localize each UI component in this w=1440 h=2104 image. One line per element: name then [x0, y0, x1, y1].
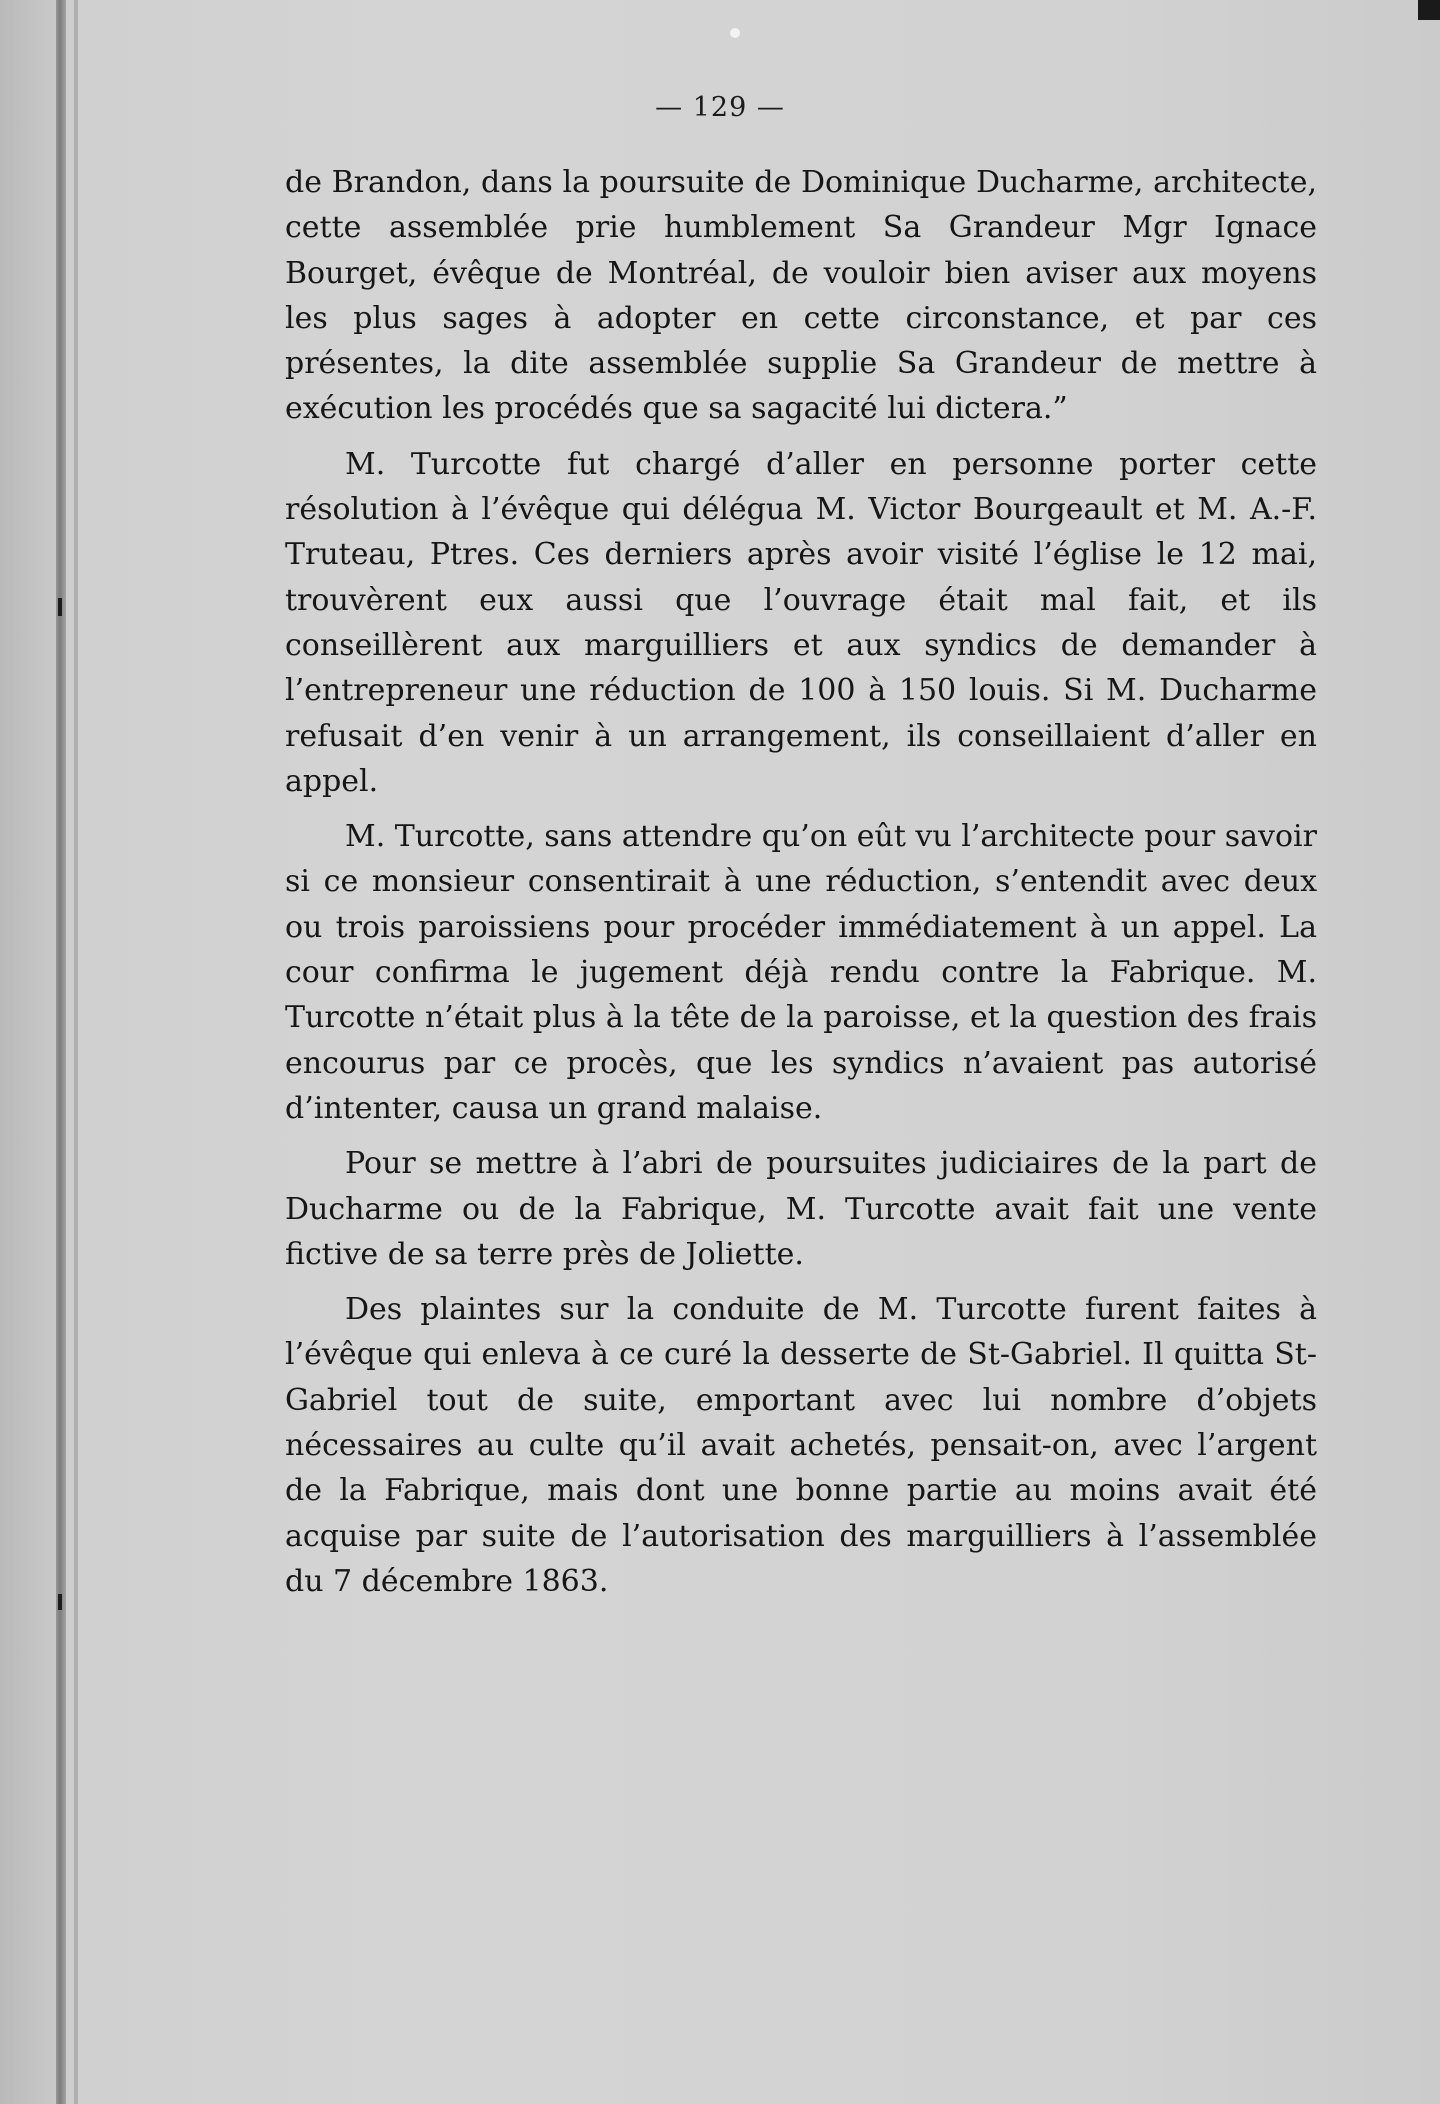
corner-mark — [1418, 0, 1440, 20]
scan-speck — [730, 28, 740, 38]
paragraph: M. Turcotte, sans attendre qu’on eût vu l’architecte pour savoir si ce monsieur consentirait à une réduction, s’entendit avec deux ou trois paroissiens pour procéder immédiatement à un appel. La cour confirma le jugement déjà rendu contre la Fabrique. M. Turcotte n’était plus à la tête de la paroisse, et la question des frais encourus par ce procès, que les syndics n’avaient pas autorisé d’intenter, causa un grand malaise. — [285, 819, 1317, 1126]
paragraph: de Brandon, dans la poursuite de Dominique Ducharme, architecte, cette assemblée prie humblement Sa Grandeur Mgr Ignace Bourget, évêque de Montréal, de vouloir bien aviser aux moyens les plus sages à adopter en cette circonstance, et par ces présentes, la dite assemblée supplie Sa Grandeur de mettre à exécution les procédés que sa sagacité lui dictera.” — [285, 165, 1317, 427]
margin-tick — [58, 1594, 62, 1610]
binding-line — [74, 0, 78, 2104]
body-text — [285, 160, 1317, 1614]
paragraph: Pour se mettre à l’abri de poursuites judiciaires de la part de Ducharme ou de la Fabrique, M. Turcotte avait fait une vente fictive de sa terre près de Joliette. — [285, 1146, 1317, 1272]
margin-tick — [58, 598, 62, 616]
binding-shadow — [56, 0, 66, 2104]
page-number: — 129 — — [655, 92, 785, 123]
paragraph: M. Turcotte fut chargé d’aller en personne porter cette résolution à l’évêque qui délégua M. Victor Bourgeault et M. A.-F. Truteau, Ptres. Ces derniers après avoir visité l’église le 12 mai, trouvèrent eux aussi que l’ouvrage était mal fait, et ils conseillèrent aux marguilliers et aux syndics de demander à l’entrepreneur une réduction de 100 à 150 louis. Si M. Ducharme refusait d’en venir à un arrangement, ils conseillaient d’aller en appel. — [285, 446, 1317, 799]
paragraph: Des plaintes sur la conduite de M. Turcotte furent faites à l’évêque qui enleva à ce curé la desserte de St-Gabriel. Il quitta St-Gabriel tout de suite, emportant avec lui nombre d’objets nécessaires au culte qu’il avait achetés, pensait-on, avec l’argent de la Fabrique, mais dont une bonne partie au moins avait été acquise par suite de l’autorisation des marguilliers à l’assemblée du 7 décembre 1863. — [285, 1292, 1317, 1599]
